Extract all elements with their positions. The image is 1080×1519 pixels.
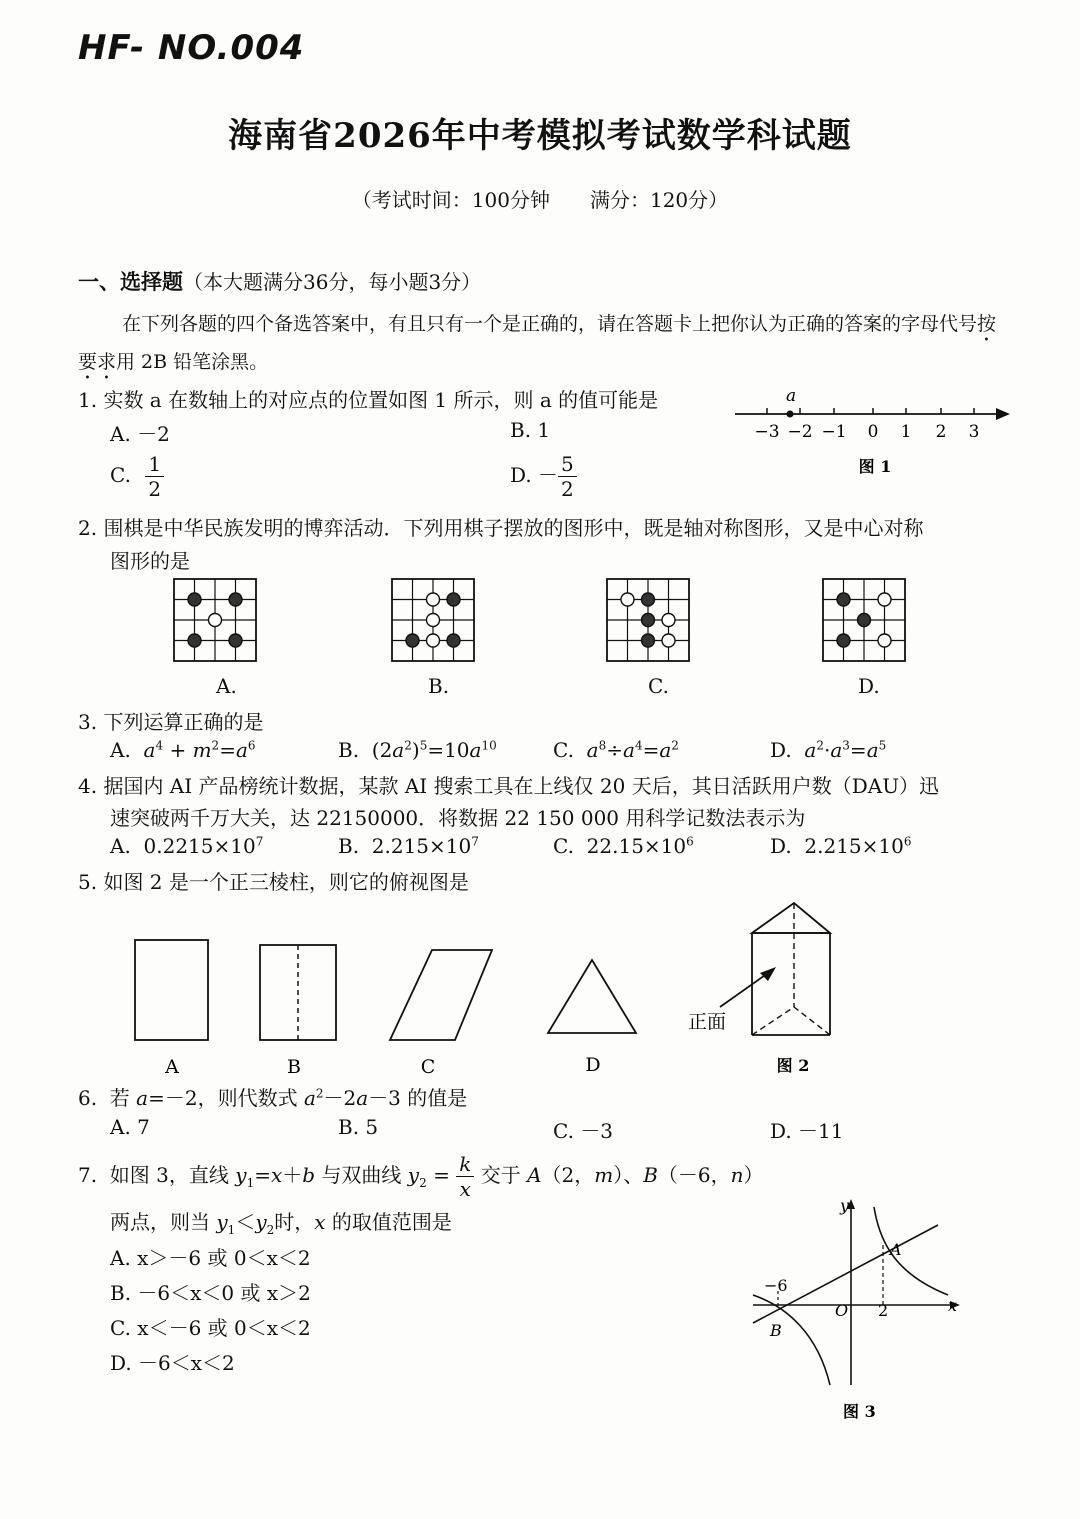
white-stone xyxy=(662,634,675,647)
black-stone xyxy=(447,593,460,606)
black-stone xyxy=(642,634,655,647)
hyperbola-branch-1 xyxy=(874,1207,948,1295)
front-arrow xyxy=(720,973,768,1007)
white-stone xyxy=(427,634,440,647)
tick-label: 1 xyxy=(900,422,912,442)
q1-c-label: C. xyxy=(110,463,131,487)
fraction: $\frac{k}{x}$ xyxy=(456,1152,474,1201)
instruction-text-end: 用 2B 铅笔涂黑。 xyxy=(116,351,269,373)
black-stone xyxy=(642,593,655,606)
question-1: 1. 实数 a 在数轴上的对应点的位置如图 1 所示，则 a 的值可能是 xyxy=(78,388,659,412)
q4-option-c: C. $22.15\times 10^6$ xyxy=(553,834,694,858)
tick-label: −1 xyxy=(821,422,847,442)
go-board-c xyxy=(603,575,693,665)
point-a xyxy=(787,411,794,418)
fraction: $\frac{1}{2}$ xyxy=(145,452,164,501)
hyperbola-branch-2 xyxy=(753,1295,830,1385)
y-axis-label: y xyxy=(840,1196,850,1215)
figure-1-number-line xyxy=(730,385,1020,480)
neg6-label: −6 xyxy=(764,1276,788,1295)
q3-option-c: C. $a^8\div a^4=a^2$ xyxy=(553,738,679,762)
point-a-label: A xyxy=(890,1240,902,1259)
figure-1-caption: 图 1 xyxy=(858,457,892,476)
question-7-line1: 7. 如图 3，直线 $y_1=x+b$ 与双曲线 $y_2$ = $\frac{k}{x}$ 交于 A（2，m）、B（－6，n） xyxy=(78,1152,764,1201)
black-stone xyxy=(229,634,242,647)
question-7-line2: 两点，则当 $y_1<y_2$时，x 的取值范围是 xyxy=(110,1210,452,1237)
front-label: 正面 xyxy=(688,1011,727,1033)
shape-a-rectangle xyxy=(135,940,208,1040)
q2-label-c: C. xyxy=(648,674,669,698)
point-a-label: a xyxy=(786,386,797,406)
page-title: 海南省2026年中考模拟考试数学科试题 xyxy=(228,116,852,156)
shape-c-parallelogram xyxy=(390,950,492,1040)
question-2-line2: 图形的是 xyxy=(110,549,190,573)
black-stone xyxy=(447,634,460,647)
question-5: 5. 如图 2 是一个正三棱柱，则它的俯视图是 xyxy=(78,870,469,894)
white-stone xyxy=(427,614,440,627)
instruction-emphasis: 按要求 xyxy=(78,313,997,373)
fraction: $\frac{5}{2}$ xyxy=(558,452,577,501)
question-3: 3. 下列运算正确的是 xyxy=(78,710,264,734)
white-stone xyxy=(878,634,891,647)
figure-3-graph xyxy=(748,1195,978,1425)
x-axis-label: x xyxy=(948,1296,958,1315)
paper-code: HF- NO.004 xyxy=(78,28,305,68)
black-stone xyxy=(229,593,242,606)
go-board-b xyxy=(388,575,478,665)
black-stone xyxy=(642,614,655,627)
q6-option-c: C. －3 xyxy=(553,1119,614,1143)
q2-label-d: D. xyxy=(858,674,880,698)
tick-label: −3 xyxy=(754,422,780,442)
shape-a-label: A xyxy=(165,1056,179,1078)
q1-option-d xyxy=(510,452,577,501)
question-6: 6. 若 a=－2，则代数式 $a^2-2a-3$ 的值是 xyxy=(78,1086,468,1110)
q1-option-b: B. 1 xyxy=(510,418,551,442)
instruction-text: 在下列各题的四个备选答案中，有且只有一个是正确的，请在答题卡上把你认为正确的答案的字母代号 xyxy=(122,313,978,335)
q1-option-a: A. －2 xyxy=(110,422,170,446)
section-title: 一、选择题 xyxy=(78,269,183,294)
question-2-line1: 2. 围棋是中华民族发明的博弈活动．下列用棋子摆放的图形中，既是轴对称图形，又是中心对称 xyxy=(78,516,924,540)
q3-option-a: A. $a^4 + m^2=a^6$ xyxy=(110,738,256,762)
black-stone xyxy=(188,634,201,647)
q4-option-b: B. $2.215\times 10^7$ xyxy=(338,834,479,858)
section-note: （本大题满分36分，每小题3分） xyxy=(183,270,482,294)
two-label: 2 xyxy=(878,1301,889,1320)
figure-3-caption: 图 3 xyxy=(843,1402,876,1421)
section-instruction xyxy=(78,308,1008,384)
black-stone xyxy=(406,634,419,647)
shape-c-label: C xyxy=(420,1056,436,1078)
q6-option-a: A. 7 xyxy=(110,1115,150,1139)
white-stone xyxy=(662,614,675,627)
q4-option-a: A. $0.2215\times 10^7$ xyxy=(110,834,264,858)
q7-option-b: B. －6＜x＜0 或 x＞2 xyxy=(110,1281,311,1305)
section-heading xyxy=(78,266,481,296)
point-b-label: B xyxy=(770,1321,782,1340)
black-stone xyxy=(858,614,871,627)
exam-info: （考试时间：100分钟 满分：120分） xyxy=(351,188,729,212)
q7-option-c: C. x＜－6 或 0＜x＜2 xyxy=(110,1316,311,1340)
tick-label: 3 xyxy=(968,422,980,442)
q6-option-d: D. －11 xyxy=(770,1119,844,1143)
tick-label: 2 xyxy=(935,422,947,442)
black-stone xyxy=(837,634,850,647)
white-stone xyxy=(209,614,222,627)
shape-d-triangle xyxy=(548,960,636,1033)
q1-d-label: D. － xyxy=(510,463,559,487)
q7-option-a: A. x＞－6 或 0＜x＜2 xyxy=(110,1246,311,1270)
triangular-prism xyxy=(752,903,830,1035)
q2-label-a: A. xyxy=(216,674,237,698)
q1-option-c xyxy=(110,452,164,501)
tick-label: −2 xyxy=(787,422,813,442)
black-stone xyxy=(837,593,850,606)
q3-option-d: D. $a^2\cdot a^3=a^5$ xyxy=(770,738,887,762)
go-board-a xyxy=(170,575,260,665)
origin-label: O xyxy=(835,1301,849,1320)
q4-option-d: D. $2.215\times 10^6$ xyxy=(770,834,912,858)
q3-option-b: B. $(2a^2)^5=10a^{10}$ xyxy=(338,738,497,762)
q6-option-b: B. 5 xyxy=(338,1115,379,1139)
tick-label: 0 xyxy=(867,422,879,442)
shape-b-label: B xyxy=(287,1056,301,1078)
q7-option-d: D. －6＜x＜2 xyxy=(110,1351,235,1375)
question-4-line2: 速突破两千万大关，达 22150000．将数据 22 150 000 用科学记数法表示为 xyxy=(110,806,806,830)
black-stone xyxy=(188,593,201,606)
question-4-line1: 4. 据国内 AI 产品榜统计数据，某款 AI 搜索工具在上线仅 20 天后，其日活跃用户数（DAU）迅 xyxy=(78,774,940,798)
white-stone xyxy=(621,593,634,606)
shape-d-label: D xyxy=(585,1054,601,1076)
q2-label-b: B. xyxy=(428,674,450,698)
go-board-d xyxy=(819,575,909,665)
white-stone xyxy=(427,593,440,606)
white-stone xyxy=(878,593,891,606)
q5-figures xyxy=(120,895,850,1085)
figure-2-caption: 图 2 xyxy=(776,1056,810,1075)
